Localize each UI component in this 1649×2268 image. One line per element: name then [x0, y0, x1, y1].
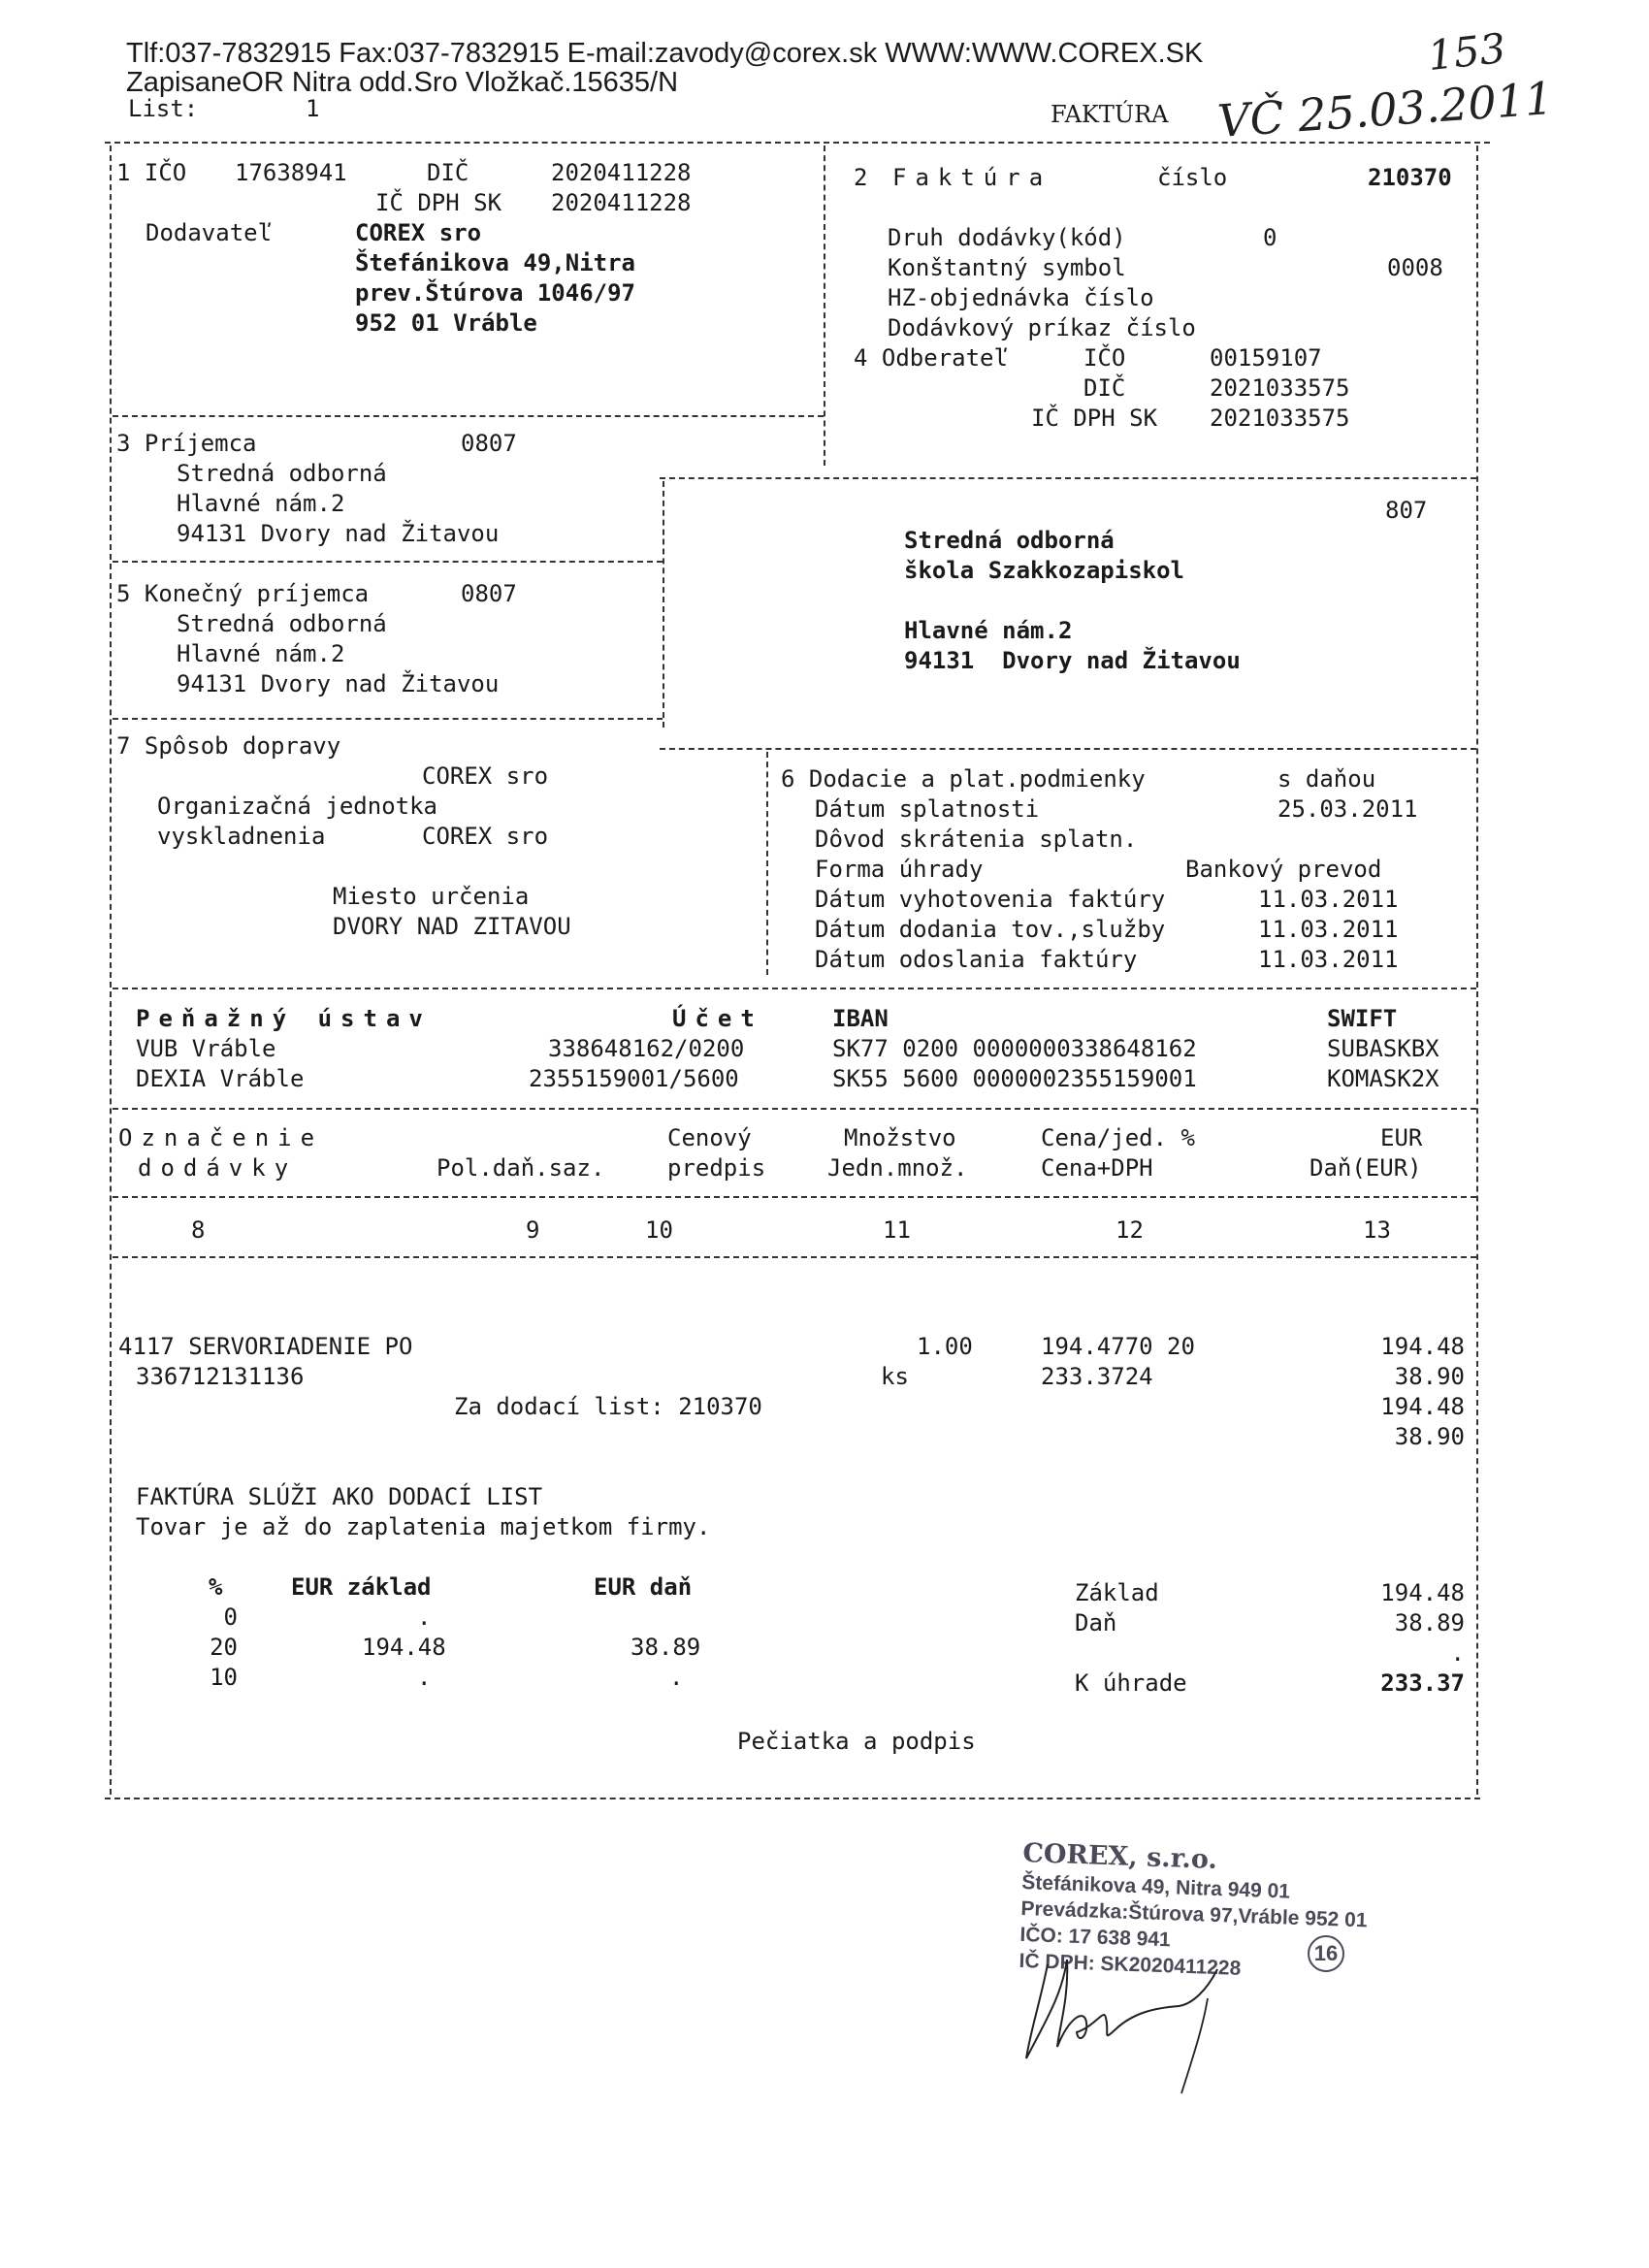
- col-header-eur: EUR: [1380, 1124, 1423, 1151]
- delivery-date: 11.03.2011: [1258, 916, 1399, 943]
- handwritten-date: VČ 25.03.2011: [1215, 71, 1555, 148]
- list-value: 1: [306, 95, 320, 122]
- recipient-label: 3 Príjemca: [116, 430, 257, 457]
- col-header-oznacenie: Označenie: [118, 1124, 324, 1151]
- delivery-date-label: Dátum dodania tov.,služby: [815, 916, 1166, 943]
- handwritten-page-number: 153: [1425, 23, 1508, 81]
- stamp-line-3: IČO: 17 638 941: [1019, 1923, 1172, 1952]
- border-top: [105, 142, 1490, 144]
- destination-value: DVORY NAD ZITAVOU: [333, 913, 571, 940]
- recipient-name: Stredná odborná: [177, 460, 387, 487]
- invoice-label: Faktúra: [892, 164, 1052, 191]
- customer-city: 94131 Dvory nad Žitavou: [904, 647, 1241, 674]
- divider-table-nums: [113, 1256, 1476, 1258]
- vat-header-percent: %: [209, 1573, 223, 1601]
- divider-final-recipient: [113, 718, 663, 720]
- issue-date: 11.03.2011: [1258, 886, 1399, 913]
- customer-icdph: 2021033575: [1210, 405, 1350, 432]
- vat-row-2-percent: 20: [210, 1634, 238, 1661]
- item-description: 4117 SERVORIADENIE PO: [118, 1333, 413, 1360]
- prikaz-label: Dodávkový príkaz číslo: [888, 314, 1196, 341]
- col-number-10: 10: [645, 1216, 673, 1244]
- divider-vertical-top: [824, 146, 825, 466]
- vat-header-base: EUR základ: [291, 1573, 432, 1601]
- customer-ico: 00159107: [1210, 344, 1322, 372]
- supplier-role-label: Dodavateľ: [146, 219, 273, 246]
- total-tax-label: Daň: [1075, 1609, 1117, 1636]
- item-quantity: 1.00: [917, 1333, 973, 1360]
- bank-header-swift: SWIFT: [1327, 1005, 1398, 1032]
- terms-tax: s daňou: [1277, 765, 1376, 793]
- supplier-icdph: 2020411228: [551, 189, 692, 216]
- customer-name-1: Stredná odborná: [904, 527, 1115, 554]
- col-header-jedn-mnoz: Jedn.množ.: [827, 1154, 968, 1182]
- divider-transport-top: [660, 748, 1476, 750]
- col-header-dan-eur: Daň(EUR): [1310, 1154, 1422, 1182]
- item-unit-price: 194.4770 20: [1041, 1333, 1195, 1360]
- divider-table-header: [113, 1196, 1476, 1198]
- supplier-ico-label: 1 IČO: [116, 159, 187, 186]
- konst-value: 0008: [1387, 254, 1443, 281]
- vat-row-3-percent: 10: [210, 1664, 238, 1691]
- org-unit-label-1: Organizačná jednotka: [157, 793, 437, 820]
- bank-header-institution: Peňažný ústav: [136, 1005, 432, 1032]
- vat-row-1-base: .: [417, 1604, 432, 1631]
- col-header-predpis: predpis: [667, 1154, 766, 1182]
- total-due: 233.37: [1380, 1669, 1465, 1697]
- final-recipient-label: 5 Konečný príjemca: [116, 580, 370, 607]
- supplier-name: COREX sro: [355, 219, 482, 246]
- bank-header-iban: IBAN: [832, 1005, 889, 1032]
- bank-row-2-account: 2355159001/5600: [529, 1065, 739, 1092]
- item-amount-2: 38.90: [1394, 1363, 1465, 1390]
- final-recipient-code: 0807: [461, 580, 517, 607]
- total-base-label: Základ: [1075, 1579, 1159, 1606]
- issue-date-label: Dátum vyhotovenia faktúry: [815, 886, 1166, 913]
- signature-label: Pečiatka a podpis: [737, 1728, 976, 1755]
- vat-header-tax: EUR daň: [594, 1573, 693, 1601]
- border-bottom: [105, 1798, 1480, 1799]
- invoice-cislo-label: číslo: [1157, 164, 1228, 191]
- vat-row-1-percent: 0: [223, 1604, 238, 1631]
- col-header-mnozstvo: Množstvo: [844, 1124, 956, 1151]
- note-line-2: Tovar je až do zaplatenia majetkom firmy.: [136, 1513, 711, 1540]
- divider-supplier: [113, 415, 824, 417]
- item-amount-3: 194.48: [1380, 1393, 1465, 1420]
- col-number-12: 12: [1116, 1216, 1144, 1244]
- divider-table-top: [113, 1108, 1476, 1110]
- final-recipient-street: Hlavné nám.2: [177, 640, 345, 667]
- col-number-9: 9: [526, 1216, 540, 1244]
- customer-dic-label: DIČ: [1083, 374, 1126, 402]
- stamp-company-name: COREX, s.r.o.: [1021, 1838, 1218, 1875]
- due-date: 25.03.2011: [1277, 795, 1418, 823]
- delivery-note: Za dodací list: 210370: [454, 1393, 762, 1420]
- item-unit: ks: [881, 1363, 909, 1390]
- document-title: FAKTÚRA: [1051, 101, 1169, 128]
- druh-label: Druh dodávky(kód): [888, 224, 1126, 251]
- konst-label: Konštantný symbol: [888, 254, 1126, 281]
- col-number-13: 13: [1363, 1216, 1391, 1244]
- supplier-ico: 17638941: [235, 159, 347, 186]
- total-tax: 38.89: [1394, 1609, 1465, 1636]
- total-due-label: K úhrade: [1075, 1669, 1187, 1697]
- bank-row-1-iban: SK77 0200 0000000338648162: [832, 1035, 1197, 1062]
- divider-vertical-terms: [766, 752, 768, 975]
- recipient-street: Hlavné nám.2: [177, 490, 345, 517]
- item-unit-price-vat: 233.3724: [1041, 1363, 1153, 1390]
- stamp-number-circle: 16: [1308, 1935, 1344, 1972]
- org-unit-label-2: vyskladnenia: [157, 823, 326, 850]
- final-recipient-name: Stredná odborná: [177, 610, 387, 637]
- destination-label: Miesto určenia: [333, 883, 530, 910]
- vat-row-2-base: 194.48: [362, 1634, 446, 1661]
- registry-line: ZapisaneOR Nitra odd.Sro Vložkač.15635/N: [126, 67, 679, 98]
- terms-label: 6 Dodacie a plat.podmienky: [781, 765, 1146, 793]
- customer-name-2: škola Szakkozapiskol: [904, 557, 1184, 584]
- transport-label: 7 Spôsob dopravy: [116, 732, 341, 760]
- divider-bank-top: [113, 988, 1476, 989]
- recipient-city: 94131 Dvory nad Žitavou: [177, 520, 500, 547]
- customer-dic: 2021033575: [1210, 374, 1350, 402]
- vat-row-2-tax: 38.89: [630, 1634, 701, 1661]
- bank-row-1-account: 338648162/0200: [548, 1035, 745, 1062]
- shortening-reason-label: Dôvod skrátenia splatn.: [815, 826, 1138, 853]
- total-dot: .: [1450, 1639, 1465, 1667]
- sent-date: 11.03.2011: [1258, 946, 1399, 973]
- total-base: 194.48: [1380, 1579, 1465, 1606]
- customer-code: 807: [1385, 497, 1428, 524]
- druh-value: 0: [1263, 224, 1277, 251]
- item-code: 336712131136: [136, 1363, 305, 1390]
- invoice-label-number: 2: [854, 164, 868, 191]
- customer-street: Hlavné nám.2: [904, 617, 1073, 644]
- stamp-line-4: IČ DPH: SK2020411228: [1018, 1949, 1242, 1980]
- vat-row-3-tax: .: [669, 1664, 684, 1691]
- col-header-cena-jed: Cena/jed. %: [1041, 1124, 1195, 1151]
- stamp-line-1: Štefánikova 49, Nitra 949 01: [1021, 1870, 1291, 1903]
- border-left: [110, 146, 112, 1795]
- bank-row-2-iban: SK55 5600 0000002355159001: [832, 1065, 1197, 1092]
- col-header-cenovy: Cenový: [667, 1124, 752, 1151]
- supplier-city: 952 01 Vráble: [355, 309, 537, 337]
- supplier-dic-label: DIČ: [427, 159, 469, 186]
- divider-customer: [660, 477, 1476, 479]
- customer-ico-label: IČO: [1083, 344, 1126, 372]
- col-number-8: 8: [191, 1216, 206, 1244]
- list-label: List:: [128, 95, 199, 122]
- col-header-dodavky: dodávky: [138, 1154, 298, 1182]
- invoice-number: 210370: [1368, 164, 1452, 191]
- customer-icdph-label: IČ DPH SK: [1031, 405, 1158, 432]
- transport-value: COREX sro: [422, 762, 549, 790]
- sent-date-label: Dátum odoslania faktúry: [815, 946, 1138, 973]
- note-line-1: FAKTÚRA SLÚŽI AKO DODACÍ LIST: [136, 1483, 543, 1510]
- bank-row-2-name: DEXIA Vráble: [136, 1065, 305, 1092]
- col-header-pol-dan-saz: Pol.daň.saz.: [436, 1154, 605, 1182]
- stamp-line-2: Prevádzka:Štúrova 97,Vráble 952 01: [1020, 1896, 1368, 1932]
- item-amount-1: 194.48: [1380, 1333, 1465, 1360]
- bank-row-1-name: VUB Vráble: [136, 1035, 276, 1062]
- supplier-branch: prev.Štúrova 1046/97: [355, 279, 635, 307]
- recipient-code: 0807: [461, 430, 517, 457]
- due-date-label: Dátum splatnosti: [815, 795, 1040, 823]
- bank-row-2-swift: KOMASK2X: [1327, 1065, 1439, 1092]
- divider-recipient: [113, 561, 663, 563]
- item-amount-4: 38.90: [1394, 1423, 1465, 1450]
- supplier-icdph-label: IČ DPH SK: [375, 189, 502, 216]
- org-unit-value: COREX sro: [422, 823, 549, 850]
- contact-line: Tlf:037-7832915 Fax:037-7832915 E-mail:zavody@corex.sk WWW:WWW.COREX.SK: [126, 38, 1204, 69]
- vat-row-3-base: .: [417, 1664, 432, 1691]
- bank-row-1-swift: SUBASKBX: [1327, 1035, 1439, 1062]
- bank-header-account: Účet: [672, 1005, 763, 1032]
- supplier-street: Štefánikova 49,Nitra: [355, 249, 635, 276]
- col-header-cena-dph: Cena+DPH: [1041, 1154, 1153, 1182]
- payment-method-label: Forma úhrady: [815, 856, 984, 883]
- border-right: [1476, 146, 1478, 1795]
- col-number-11: 11: [883, 1216, 911, 1244]
- payment-method: Bankový prevod: [1185, 856, 1382, 883]
- handwritten-signature: [1009, 1911, 1242, 2095]
- hz-label: HZ-objednávka číslo: [888, 284, 1154, 311]
- divider-vertical-recipient: [663, 481, 664, 728]
- customer-label: 4 Odberateľ: [854, 344, 1008, 372]
- final-recipient-city: 94131 Dvory nad Žitavou: [177, 670, 500, 697]
- supplier-dic: 2020411228: [551, 159, 692, 186]
